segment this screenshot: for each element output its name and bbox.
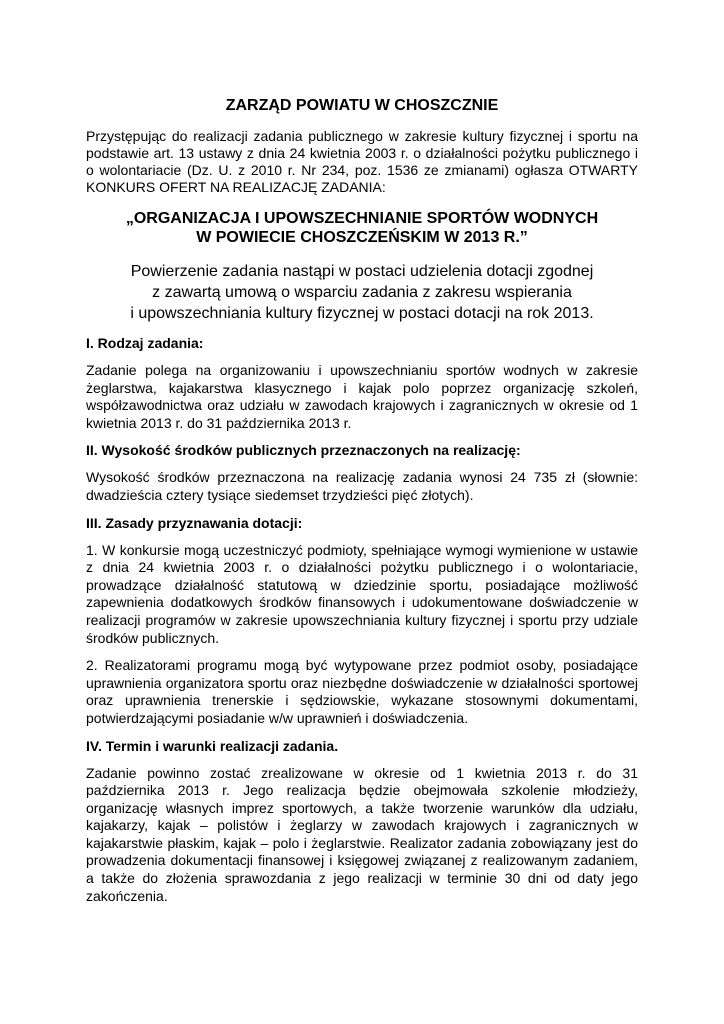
section-paragraph: 1. W konkursie mogą uczestniczyć podmioty, spełniające wymogi wymienione w ustawie z dnia 24 kwietnia 2003 r. o działalności pożytku publicznego i o wolontariacie, prowadzące działalność statutową w dziedzinie sportu, posiadające możliwość zapewnienia dodatkowych środków finansowych i udokumentowane doświadczenie w realizacji programów w zakresie upowszechniania kultury fizycznej i sportu przy udziale środków publicznych.: [86, 541, 638, 646]
document-title: ZARZĄD POWIATU W CHOSZCZNIE: [225, 97, 499, 114]
section-heading-zasady-przyznawania: III. Zasady przyznawania dotacji:: [86, 514, 303, 531]
document-page: [86, 96, 638, 915]
section-heading-wysokosc-srodkow: II. Wysokość środków publicznych przeznaczonych na realizację:: [86, 442, 521, 459]
contest-lead-line: i upowszechniania kultury fizycznej w postaci dotacji na rok 2013.: [130, 305, 594, 322]
contest-title-line: W POWIECIE CHOSZCZEŃSKIM W 2013 R.”: [196, 229, 528, 246]
section-paragraph: Zadanie polega na organizowaniu i upowszechnianiu sportów wodnych w zakresie żeglarstwa, kajakarstwa klasycznego i kajak polo poprzez organizację szkoleń, współzawodnictwa oraz udziału w zawodach krajowych i zagranicznych w okresie od 1 kwietnia 2013 r. do 31 października 2013 r.: [86, 362, 638, 431]
section-paragraph: 2. Realizatorami programu mogą być wytypowane przez podmiot osoby, posiadające uprawnienia organizatora sportu oraz niezbędne doświadczenie w działalności sportowej oraz uprawnienia trenerskie i sędziowskie, wykazane stosownymi dokumentami, potwierdzającymi posiadanie w/w uprawnień i doświadczenia.: [86, 657, 638, 726]
section-paragraph: Zadanie powinno zostać zrealizowane w okresie od 1 kwietnia 2013 r. do 31 października 2013 r. Jego realizacja będzie obejmowała szkolenie młodzieży, organizację własnych imprez sportowych, a także tworzenie warunków dla udziału, kajakarzy, kajak – polistów i żeglarzy w zawodach krajowych i zagranicznych w kajakarstwie płaskim, kajak – polo i żeglarstwie. Realizator zadania zobowiązany jest do prowadzenia dokumentacji finansowej i księgowej związanej z realizowanym zadaniem, a także do złożenia sprawozdania z jego realizacji w terminie 30 dni od daty jego zakończenia.: [86, 764, 638, 904]
section-heading-rodzaj-zadania: I. Rodzaj zadania:: [86, 335, 204, 351]
contest-lead-line: Powierzenie zadania nastąpi w postaci udzielenia dotacji zgodnej: [130, 263, 594, 280]
section-paragraph: Wysokość środków przeznaczona na realizację zadania wynosi 24 735 zł (słownie: dwadzieścia cztery tysiące siedemset trzydzieści pięć złotych).: [86, 469, 638, 503]
section-heading-termin-warunki: IV. Termin i warunki realizacji zadania.: [86, 737, 339, 754]
contest-title-line: „ORGANIZACJA I UPOWSZECHNIANIE SPORTÓW WODNYCH: [125, 210, 599, 227]
contest-lead: [86, 261, 638, 324]
contest-lead-line: z zawartą umową o wsparciu zadania z zakresu wspierania: [152, 284, 572, 301]
contest-title: [86, 209, 638, 247]
intro-paragraph: Przystępując do realizacji zadania publicznego w zakresie kultury fizycznej i sportu na podstawie art. 13 ustawy z dnia 24 kwietnia 2003 r. o działalności pożytku publicznego i o wolontariacie (Dz. U. z 2010 r. Nr 234, poz. 1536 ze zmianami) ogłasza OTWARTY KONKURS OFERT NA REALIZACJĘ ZADANIA:: [86, 128, 638, 195]
